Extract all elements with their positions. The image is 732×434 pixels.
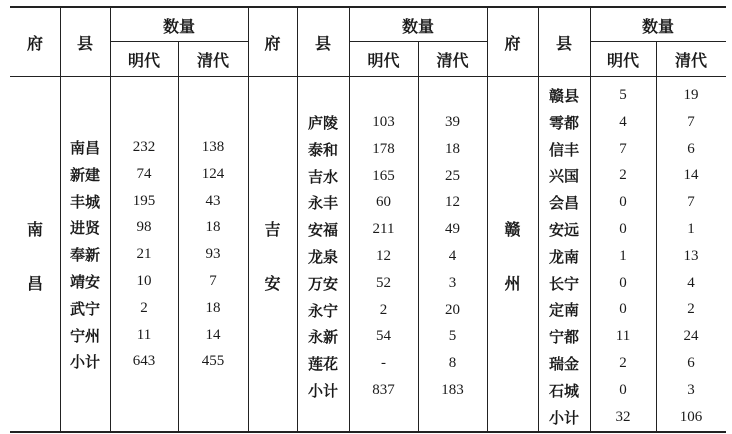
subtotal-ming-value: 32	[615, 408, 631, 425]
county-name: 永宁	[307, 301, 338, 320]
county-name: 庐陵	[307, 113, 338, 132]
header-qing: 清代	[196, 50, 229, 70]
county-name: 兴国	[548, 167, 579, 186]
table-header-rule	[10, 76, 726, 77]
qing-count: 3	[687, 381, 695, 398]
ming-count: 98	[136, 219, 152, 236]
county-name: 龙泉	[307, 247, 338, 266]
qing-count: 6	[687, 354, 695, 371]
ming-count: 74	[136, 165, 152, 182]
ming-count: 0	[619, 274, 627, 291]
ming-count: 2	[619, 354, 627, 371]
ming-count: 1	[619, 247, 627, 264]
ming-count: 0	[619, 301, 627, 318]
ming-count: 7	[619, 140, 627, 157]
county-name: 雩都	[548, 113, 579, 132]
county-name: 吉水	[307, 167, 338, 186]
ming-count: 5	[619, 86, 627, 103]
table-bottom-rule	[10, 431, 726, 433]
county-name: 靖安	[69, 272, 100, 291]
header-qing: 清代	[436, 50, 469, 70]
county-name: 莲花	[307, 355, 338, 374]
header-prefecture: 府	[26, 33, 43, 53]
header-prefecture: 府	[264, 33, 281, 53]
ming-count: 232	[132, 138, 156, 155]
subtotal-ming-value: 837	[372, 381, 395, 398]
qing-count: 19	[683, 86, 699, 103]
header-county: 县	[76, 33, 93, 53]
qing-count: 8	[448, 355, 457, 372]
header-qing: 清代	[674, 50, 707, 70]
ming-count: 0	[619, 220, 627, 237]
header-quantity: 数量	[401, 16, 434, 36]
subtotal-qing-value: 183	[441, 381, 464, 398]
subtotal-label: 小计	[548, 408, 579, 427]
qing-count: 4	[687, 274, 695, 291]
county-name: 龙南	[548, 247, 579, 266]
qing-count: 3	[448, 274, 457, 291]
header-prefecture: 府	[504, 33, 521, 53]
header-quantity: 数量	[641, 16, 674, 36]
ming-count: 211	[372, 221, 395, 238]
ming-count: 4	[619, 113, 627, 130]
ming-count: 2	[140, 299, 148, 316]
header-ming: 明代	[606, 50, 639, 70]
qing-count: 13	[683, 247, 699, 264]
ming-count: 60	[376, 194, 391, 211]
prefecture-name-char: 南	[26, 219, 43, 239]
qing-count: 18	[205, 219, 221, 236]
header-county: 县	[555, 33, 572, 53]
qing-count: 1	[687, 220, 695, 237]
header-county: 县	[314, 33, 331, 53]
subtotal-label: 小计	[69, 353, 100, 372]
ming-count: 11	[136, 326, 152, 343]
county-name: 泰和	[307, 140, 338, 159]
ming-count: 165	[372, 167, 395, 184]
county-name: 永新	[307, 328, 338, 347]
ming-count: 11	[615, 328, 631, 345]
qing-count: 14	[205, 326, 221, 343]
header-ming: 明代	[127, 50, 160, 70]
header-quantity: 数量	[162, 16, 195, 36]
county-name: 定南	[548, 301, 579, 320]
county-name: 石城	[548, 381, 579, 400]
qing-count: 39	[445, 113, 460, 130]
prefecture-name-char: 吉	[264, 219, 281, 239]
county-name: 宁州	[69, 326, 100, 345]
ming-count: 10	[136, 272, 152, 289]
qing-count: 138	[201, 138, 225, 155]
qing-count: 7	[687, 113, 695, 130]
county-name: 瑞金	[548, 354, 579, 373]
qing-count: 18	[205, 299, 221, 316]
county-name: 进贤	[69, 219, 100, 238]
county-name: 赣县	[548, 86, 579, 105]
subtotal-qing-value: 106	[679, 408, 703, 425]
county-name: 武宁	[69, 299, 100, 318]
qing-count: 93	[205, 246, 221, 263]
qing-count: 43	[205, 192, 221, 209]
subtotal-label: 小计	[307, 381, 338, 400]
qing-count: 14	[683, 167, 699, 184]
ming-count: 2	[619, 167, 627, 184]
ming-count: 12	[376, 247, 391, 264]
qing-count: 12	[445, 194, 460, 211]
county-name: 新建	[69, 165, 100, 184]
ming-count: 21	[136, 246, 152, 263]
qing-count: 4	[448, 247, 457, 264]
ming-count: 54	[376, 328, 391, 345]
prefecture-name-char: 州	[504, 273, 521, 293]
county-name: 长宁	[548, 274, 579, 293]
prefecture-name-char: 安	[264, 273, 281, 293]
qing-count: 18	[445, 140, 460, 157]
qing-count: 49	[445, 221, 460, 238]
county-name: 安福	[307, 221, 338, 240]
ming-count: 103	[372, 113, 395, 130]
subtotal-qing-value: 455	[201, 353, 225, 370]
county-name: 永丰	[307, 194, 338, 213]
county-name: 万安	[307, 274, 338, 293]
ming-count: 2	[379, 301, 388, 318]
qing-count: 24	[683, 328, 699, 345]
qing-count: 7	[687, 194, 695, 211]
county-name: 南昌	[69, 138, 100, 157]
ming-count: 0	[619, 381, 627, 398]
ming-count: 178	[372, 140, 395, 157]
county-name: 奉新	[69, 246, 100, 265]
qing-count: 20	[445, 301, 460, 318]
ming-count: -	[381, 355, 386, 372]
county-name: 安远	[548, 220, 579, 239]
qing-count: 7	[209, 272, 217, 289]
ming-count: 0	[619, 194, 627, 211]
qing-count: 2	[687, 301, 695, 318]
county-name: 信丰	[548, 140, 579, 159]
subtotal-ming-value: 643	[132, 353, 156, 370]
qing-count: 124	[201, 165, 225, 182]
prefecture-name-char: 昌	[26, 273, 43, 293]
header-ming: 明代	[367, 50, 400, 70]
ming-count: 195	[132, 192, 156, 209]
ming-count: 52	[376, 274, 391, 291]
qing-count: 5	[448, 328, 457, 345]
county-name: 会昌	[548, 194, 579, 213]
qing-count: 25	[445, 167, 460, 184]
county-name: 宁都	[548, 328, 579, 347]
county-name: 丰城	[69, 192, 100, 211]
prefecture-name-char: 赣	[504, 219, 521, 239]
qing-count: 6	[687, 140, 695, 157]
